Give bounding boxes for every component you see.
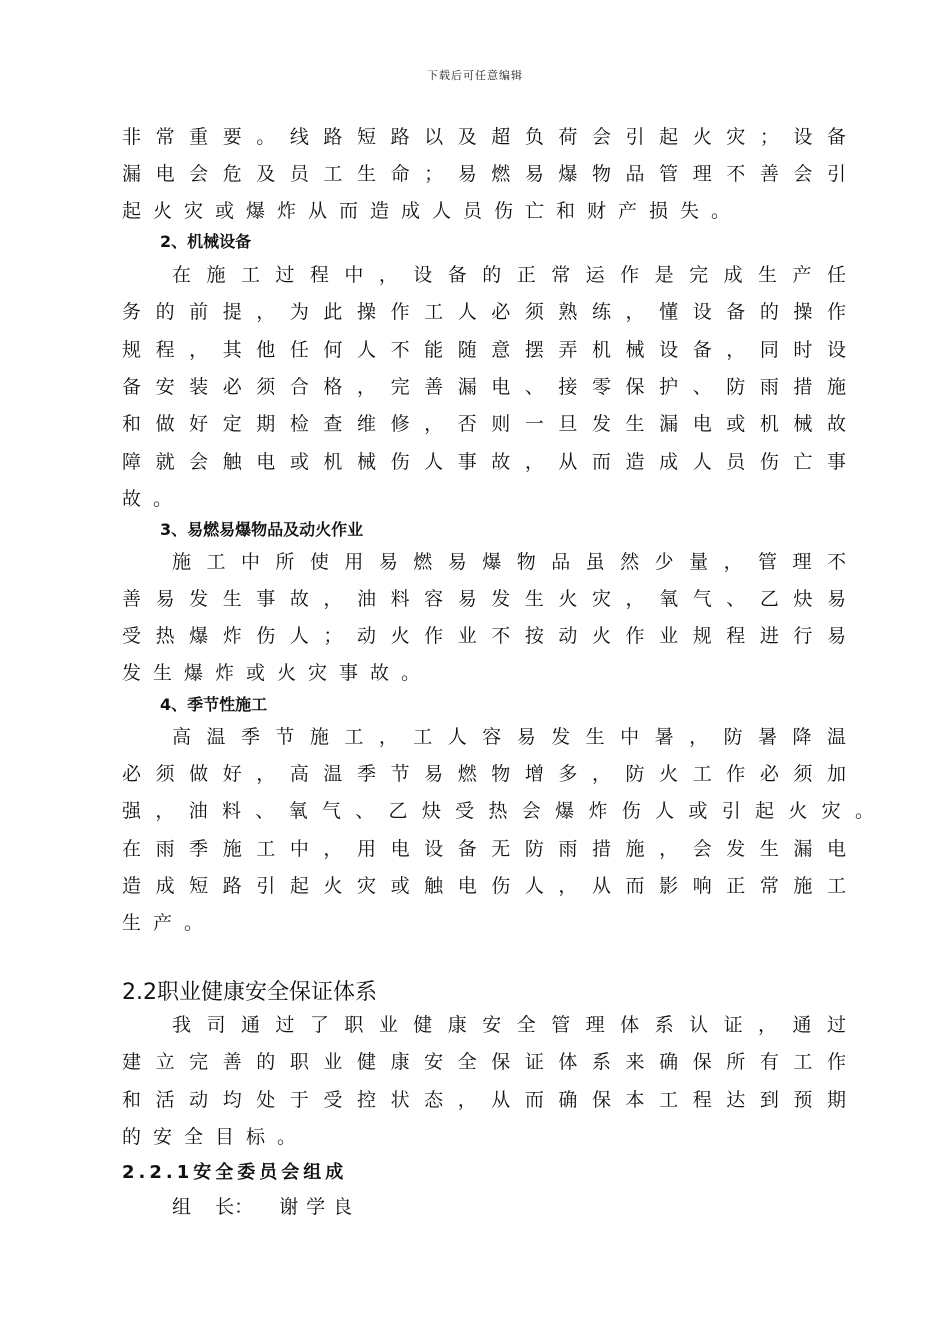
paragraph-line: 的安全目标。	[122, 1126, 309, 1148]
paragraph-line: 高温季节施工，工人容易发生中暑，防暑降温	[172, 726, 846, 748]
paragraph-line: 善易发生事故，油料容易发生火灾，氧气、乙炔易	[122, 588, 846, 610]
subheading-flammables: 3、易燃易爆物品及动火作业	[160, 520, 364, 539]
paragraph-line: 受热爆炸伤人；动火作业不按动火作业规程进行易	[122, 625, 846, 647]
paragraph-line: 必须做好，高温季节易燃物增多，防火工作必须加	[122, 763, 846, 785]
paragraph-line: 发生爆炸或火灾事故。	[122, 662, 433, 684]
roster-role: 组 长：	[172, 1196, 254, 1218]
paragraph-line: 和做好定期检查维修，否则一旦发生漏电或机械故	[122, 413, 846, 435]
paragraph-line: 在雨季施工中，用电设备无防雨措施，会发生漏电	[122, 838, 846, 860]
paragraph-line: 务的前提，为此操作工人必须熟练，懂设备的操作	[122, 301, 846, 323]
paragraph-line: 和活动均处于受控状态，从而确保本工程达到预期	[122, 1089, 846, 1111]
paragraph-line: 强，油料、氧气、乙炔受热会爆炸伤人或引起火灾。	[122, 800, 874, 822]
roster-name: 谢学良	[279, 1196, 361, 1218]
paragraph-line: 建立完善的职业健康安全保证体系来确保所有工作	[122, 1051, 846, 1073]
paragraph-line: 规程，其他任何人不能随意摆弄机械设备，同时设	[122, 339, 846, 361]
subsection-title: 2.2.1安全委员会组成	[122, 1162, 348, 1183]
roster-line	[172, 1194, 360, 1220]
paragraph-line: 我司通过了职业健康安全管理体系认证，通过	[172, 1014, 846, 1036]
section-title: 2.2职业健康安全保证体系	[122, 980, 377, 1005]
paragraph-line: 障就会触电或机械伤人事故，从而造成人员伤亡事	[122, 451, 846, 473]
paragraph-line: 备安装必须合格，完善漏电、接零保护、防雨措施	[122, 376, 846, 398]
subheading-machinery: 2、机械设备	[160, 232, 252, 251]
paragraph-line: 故。	[122, 488, 185, 510]
paragraph-line: 漏电会危及员工生命；易燃易爆物品管理不善会引	[122, 163, 846, 185]
paragraph-line: 起火灾或爆炸从而造成人员伤亡和财产损失。	[122, 200, 743, 222]
subheading-seasonal: 4、季节性施工	[160, 695, 268, 714]
page-header: 下载后可任意编辑	[427, 69, 523, 82]
paragraph-line: 在施工过程中，设备的正常运作是完成生产任	[172, 264, 846, 286]
paragraph-line: 造成短路引起火灾或触电伤人，从而影响正常施工	[122, 875, 846, 897]
paragraph-line: 生产。	[122, 912, 216, 934]
paragraph-line: 施工中所使用易燃易爆物品虽然少量，管理不	[172, 551, 846, 573]
paragraph-line: 非常重要。线路短路以及超负荷会引起火灾；设备	[122, 126, 846, 148]
